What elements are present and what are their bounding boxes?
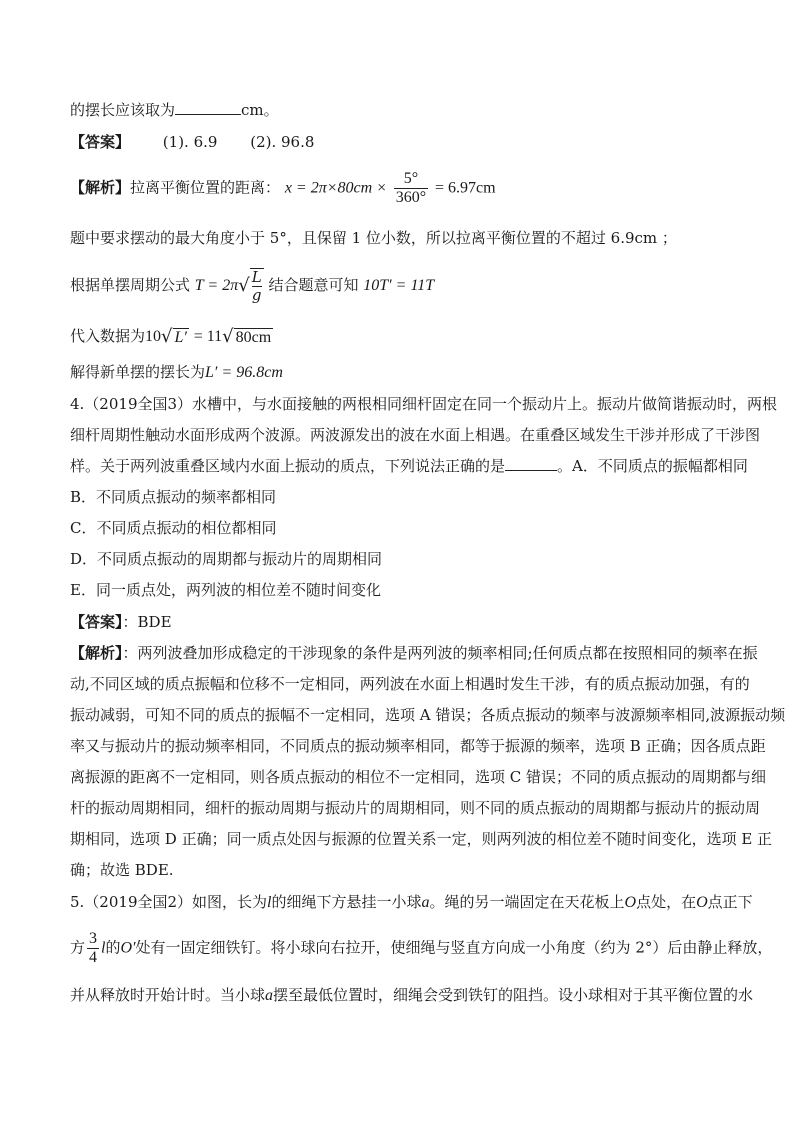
q3-tail-unit: cm。 <box>241 101 279 119</box>
q3-angle-line: 题中要求摆动的最大角度小于 5°，且保留 1 位小数，所以拉离平衡位置的不超过 6.9cm ； <box>70 229 677 247</box>
q4-line-3: 样。关于两列波重叠区域内水面上振动的质点，下列说法正确的是 。A．不同质点的振幅都相同 <box>70 457 748 475</box>
q3-tail-text: 的摆长应该取为 <box>70 101 176 119</box>
q4-option-b: B．不同质点振动的频率都相同 <box>70 488 277 506</box>
q3-formula-line <box>70 268 722 304</box>
q4-analysis-6: 杆的振动周期相同，细杆的振动周期与振动片的周期相同，则不同的质点振动的周期都与振动片的振动周 <box>70 799 761 817</box>
answer-2: (2). 96.8 <box>250 133 315 151</box>
period-formula: T = 2π <box>194 277 239 294</box>
formula-mid: 结合题意可知 <box>268 276 359 294</box>
q3-tail-line <box>70 100 722 120</box>
q4-analysis-2: 动,不同区域的质点振幅和位移不一定相同，两列波在水面上相遇时发生干涉，有的质点振动加强，有的 <box>70 675 750 693</box>
result-equation: L′ = 96.8cm <box>205 364 283 381</box>
answer-blank <box>505 456 557 471</box>
q4-answer-line <box>70 612 722 632</box>
q4-analysis-1: 【解析】：两列波叠加形成稳定的干涉现象的条件是两列波的频率相同;任何质点都在按照相同的频率在振 <box>70 644 758 662</box>
q3-substitute-line: 代入数据为10√ L′ = 11√ 80cm <box>70 326 272 347</box>
q4-analysis-5: 离振源的距离不一定相同，则各质点振动的相位不一定相同，选项 C 错误；不同的质点振动的周期都与细 <box>70 768 767 786</box>
q3-result-line <box>70 362 722 383</box>
q4-line-1: 4.（2019全国3）水槽中，与水面接触的两根相同细杆固定在同一个振动片上。振动片做简谐振动时，两根 <box>70 395 778 413</box>
angle-fraction: $\frac{5^\circ}{360^\circ}$ <box>395 170 427 206</box>
period-relation: 10T′ = 11T <box>363 277 435 294</box>
q4-option-e: E．同一质点处，两列波的相位差不随时间变化 <box>70 581 381 599</box>
sqrt-80cm: √ 80cm <box>222 326 272 347</box>
q4-analysis-4: 率又与振动片的振动频率相同，不同质点的振动频率相同，都等于振源的频率，选项 B 正确；因各质点距 <box>70 737 766 755</box>
formula-prefix: 根据单摆周期公式 <box>70 276 191 294</box>
distance-prefix: 拉离平衡位置的距离： <box>130 178 281 197</box>
distance-equation-right: = 6.97cm <box>434 179 496 197</box>
three-quarter-fraction: $\frac{3}{4}$ <box>89 930 98 966</box>
q4-line-2: 细杆周期性触动水面形成两个波源。两波源发出的波在水面上相遇。在重叠区域发生干涉并形成了干涉图 <box>70 426 761 444</box>
q4-analysis-3: 振动减弱，可知不同的质点的振幅不一定相同，选项 A 错误；各质点振动的频率与波源频率相同,波源振动频 <box>70 706 786 724</box>
analysis-label: 【解析】 <box>70 644 123 662</box>
answer-text: ：BDE <box>122 613 172 631</box>
q4-analysis-8: 确；故选 BDE. <box>70 861 174 879</box>
answer-label: 【答案】 <box>70 613 123 631</box>
result-prefix: 解得新单摆的摆长为 <box>70 363 206 381</box>
q5-line-3: 并从释放时开始计时。当小球a摆至最低位置时，细绳会受到铁钉的阻挡。设小球相对于其平衡位置的水 <box>70 986 754 1004</box>
substitute-prefix: 代入数据为 <box>70 327 146 345</box>
q3-answer-line <box>70 132 722 152</box>
q4-option-c: C．不同质点振动的相位都相同 <box>70 519 277 537</box>
answer-label: 【答案】 <box>70 133 131 151</box>
q3-distance-line <box>70 170 722 207</box>
analysis-label: 【解析】 <box>70 178 131 197</box>
sqrt-l-prime: √ L′ <box>161 326 187 347</box>
q4-analysis-7: 期相同，选项 D 正确；同一质点处因与振源的位置关系一定，则两列波的相位差不随时间变化，选项 E 正 <box>70 830 773 848</box>
q5-line-2: 方 $\frac{3}{4}$ l的O′处有一固定细铁钉。将小球向右拉开，使细绳与竖直方向成一小角度（约为 2°）后由静止释放， <box>70 930 773 966</box>
distance-equation-left: x = 2π×80cm × <box>284 179 387 197</box>
q5-line-1: 5.（2019全国2）如图，长为l的细绳下方悬挂一小球a。绳的另一端固定在天花板上O点处，在O点正下 <box>70 893 753 911</box>
answer-1: (1). 6.9 <box>162 133 218 151</box>
answer-blank <box>175 100 241 115</box>
q4-option-d: D．不同质点振动的周期都与振动片的周期相同 <box>70 550 383 568</box>
sqrt-l-over-g: √ $\frac{L}{g}$ <box>238 268 262 304</box>
